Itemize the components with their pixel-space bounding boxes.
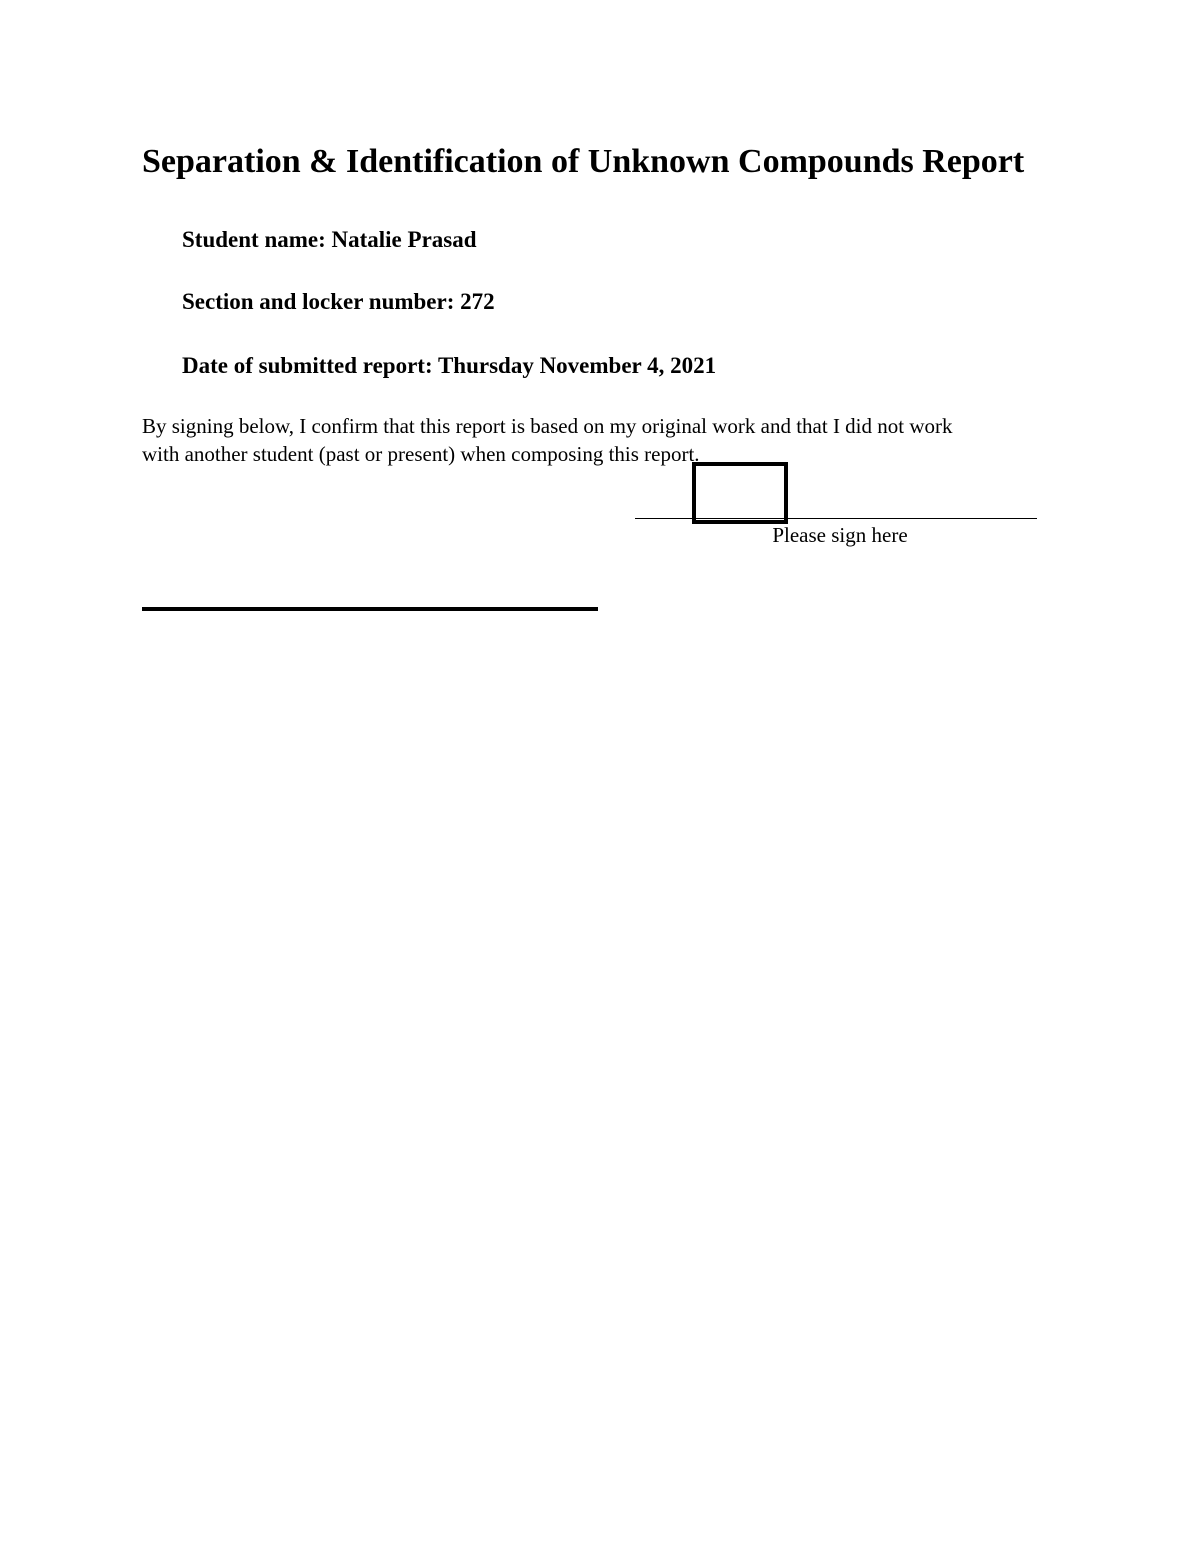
submission-date-field: Date of submitted report: Thursday November 4, 2021 <box>182 353 717 378</box>
signature-box[interactable] <box>692 462 788 524</box>
statement-line-2: with another student (past or present) when composing this report. <box>142 442 700 466</box>
statement-line-1: By signing below, I confirm that this report is based on my original work and that I did not work <box>142 414 953 438</box>
section-locker-field: Section and locker number: 272 <box>182 289 495 314</box>
student-name-field: Student name: Natalie Prasad <box>182 227 477 252</box>
signature-line <box>635 518 1037 519</box>
report-title: Separation & Identification of Unknown Compounds Report <box>142 143 1025 180</box>
horizontal-rule <box>142 607 598 611</box>
originality-statement <box>142 412 1072 468</box>
signature-label: Please sign here <box>772 523 908 547</box>
